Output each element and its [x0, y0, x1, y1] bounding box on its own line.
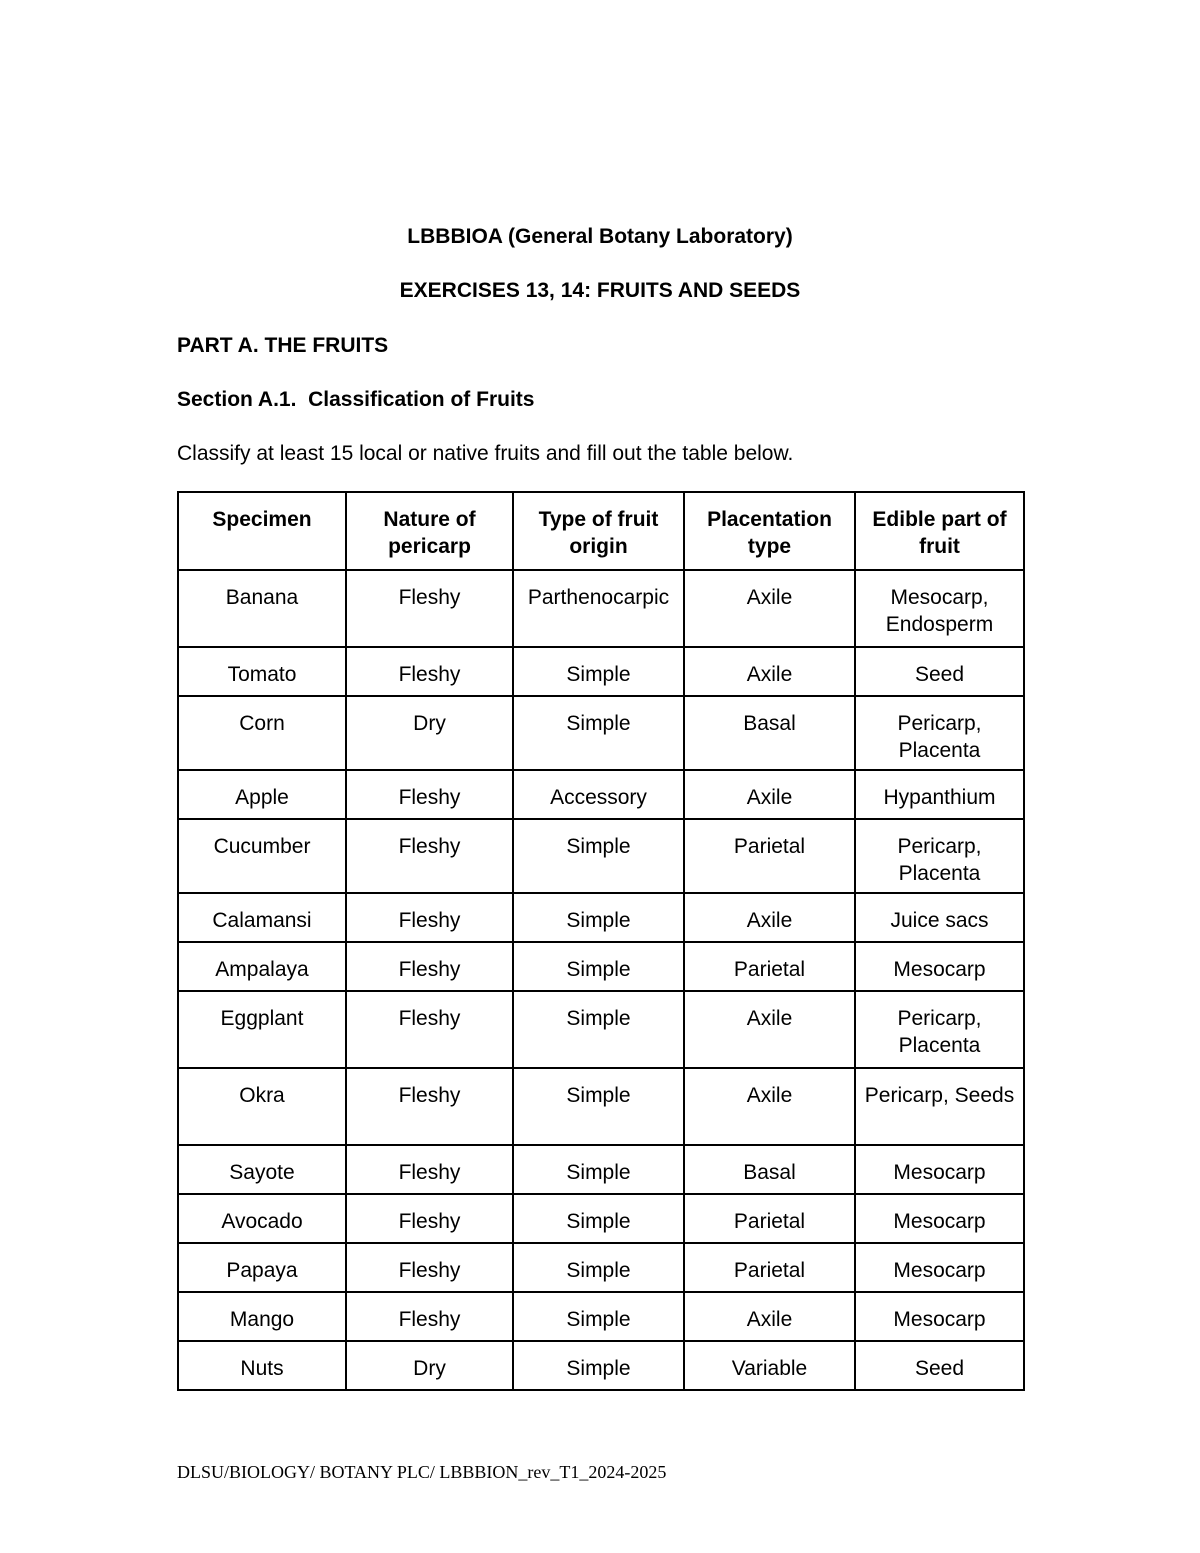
- cell-placentation-type: Parietal: [684, 819, 855, 893]
- table-header-row: [178, 492, 1024, 570]
- cell-placentation-type: Axile: [684, 647, 855, 696]
- cell-specimen: Okra: [178, 1068, 346, 1145]
- cell-specimen: Eggplant: [178, 991, 346, 1068]
- section-title: Section A.1. Classification of Fruits: [177, 388, 535, 411]
- cell-placentation-type: Basal: [684, 696, 855, 770]
- cell-edible-part: Mesocarp: [855, 1145, 1024, 1194]
- cell-placentation-type: Parietal: [684, 942, 855, 991]
- cell-specimen: Sayote: [178, 1145, 346, 1194]
- table-row: [178, 1292, 1024, 1341]
- cell-placentation-type: Axile: [684, 1292, 855, 1341]
- cell-placentation-type: Variable: [684, 1341, 855, 1390]
- cell-placentation-type: Parietal: [684, 1194, 855, 1243]
- table-row: [178, 696, 1024, 770]
- cell-type-of-fruit-origin: Simple: [513, 893, 684, 942]
- table-row: [178, 942, 1024, 991]
- header-specimen: Specimen: [178, 492, 346, 570]
- table-row: [178, 819, 1024, 893]
- part-title: PART A. THE FRUITS: [177, 334, 389, 357]
- cell-edible-part: Seed: [855, 1341, 1024, 1390]
- table-row: [178, 770, 1024, 819]
- cell-placentation-type: Basal: [684, 1145, 855, 1194]
- cell-type-of-fruit-origin: Simple: [513, 1194, 684, 1243]
- table-row: [178, 991, 1024, 1068]
- cell-edible-part: Pericarp, Placenta: [855, 819, 1024, 893]
- cell-nature-of-pericarp: Fleshy: [346, 1194, 513, 1243]
- cell-placentation-type: Parietal: [684, 1243, 855, 1292]
- cell-nature-of-pericarp: Fleshy: [346, 991, 513, 1068]
- table-row: [178, 1145, 1024, 1194]
- cell-placentation-type: Axile: [684, 570, 855, 647]
- cell-nature-of-pericarp: Fleshy: [346, 942, 513, 991]
- cell-nature-of-pericarp: Fleshy: [346, 1068, 513, 1145]
- cell-nature-of-pericarp: Fleshy: [346, 1292, 513, 1341]
- cell-edible-part: Mesocarp: [855, 1292, 1024, 1341]
- cell-nature-of-pericarp: Fleshy: [346, 893, 513, 942]
- cell-edible-part: Pericarp, Placenta: [855, 696, 1024, 770]
- cell-type-of-fruit-origin: Simple: [513, 1243, 684, 1292]
- table-row: [178, 1068, 1024, 1145]
- cell-specimen: Corn: [178, 696, 346, 770]
- header-type-of-fruit-origin: Type of fruit origin: [513, 492, 684, 570]
- header-nature-of-pericarp: Nature of pericarp: [346, 492, 513, 570]
- cell-type-of-fruit-origin: Simple: [513, 1068, 684, 1145]
- cell-specimen: Calamansi: [178, 893, 346, 942]
- cell-edible-part: Pericarp, Seeds: [855, 1068, 1024, 1145]
- cell-nature-of-pericarp: Fleshy: [346, 819, 513, 893]
- table-row: [178, 893, 1024, 942]
- cell-type-of-fruit-origin: Simple: [513, 1145, 684, 1194]
- cell-nature-of-pericarp: Dry: [346, 1341, 513, 1390]
- cell-edible-part: Mesocarp: [855, 1243, 1024, 1292]
- cell-type-of-fruit-origin: Parthenocarpic: [513, 570, 684, 647]
- cell-edible-part: Hypanthium: [855, 770, 1024, 819]
- table-row: [178, 1194, 1024, 1243]
- cell-specimen: Mango: [178, 1292, 346, 1341]
- cell-type-of-fruit-origin: Accessory: [513, 770, 684, 819]
- course-title: LBBBIOA (General Botany Laboratory): [407, 225, 793, 248]
- cell-placentation-type: Axile: [684, 1068, 855, 1145]
- cell-placentation-type: Axile: [684, 991, 855, 1068]
- header-edible-part: Edible part of fruit: [855, 492, 1024, 570]
- cell-specimen: Nuts: [178, 1341, 346, 1390]
- table-row: [178, 1243, 1024, 1292]
- cell-edible-part: Juice sacs: [855, 893, 1024, 942]
- cell-nature-of-pericarp: Fleshy: [346, 1145, 513, 1194]
- header-placentation-type: Placentation type: [684, 492, 855, 570]
- cell-type-of-fruit-origin: Simple: [513, 942, 684, 991]
- cell-edible-part: Mesocarp, Endosperm: [855, 570, 1024, 647]
- cell-edible-part: Mesocarp: [855, 1194, 1024, 1243]
- cell-nature-of-pericarp: Fleshy: [346, 647, 513, 696]
- fruit-classification-table: [177, 491, 1025, 1391]
- table-row: [178, 647, 1024, 696]
- cell-specimen: Tomato: [178, 647, 346, 696]
- cell-nature-of-pericarp: Fleshy: [346, 770, 513, 819]
- cell-nature-of-pericarp: Dry: [346, 696, 513, 770]
- instructions: Classify at least 15 local or native fruits and fill out the table below.: [177, 442, 794, 465]
- cell-type-of-fruit-origin: Simple: [513, 819, 684, 893]
- cell-edible-part: Seed: [855, 647, 1024, 696]
- cell-specimen: Ampalaya: [178, 942, 346, 991]
- table-row: [178, 1341, 1024, 1390]
- cell-specimen: Cucumber: [178, 819, 346, 893]
- cell-nature-of-pericarp: Fleshy: [346, 570, 513, 647]
- cell-specimen: Papaya: [178, 1243, 346, 1292]
- cell-placentation-type: Axile: [684, 893, 855, 942]
- cell-type-of-fruit-origin: Simple: [513, 1341, 684, 1390]
- cell-edible-part: Mesocarp: [855, 942, 1024, 991]
- cell-type-of-fruit-origin: Simple: [513, 647, 684, 696]
- cell-type-of-fruit-origin: Simple: [513, 991, 684, 1068]
- cell-specimen: Apple: [178, 770, 346, 819]
- cell-type-of-fruit-origin: Simple: [513, 1292, 684, 1341]
- cell-edible-part: Pericarp, Placenta: [855, 991, 1024, 1068]
- document-footer: DLSU/BIOLOGY/ BOTANY PLC/ LBBBION_rev_T1_2024-2025: [177, 1462, 667, 1482]
- table-row: [178, 570, 1024, 647]
- cell-type-of-fruit-origin: Simple: [513, 696, 684, 770]
- cell-nature-of-pericarp: Fleshy: [346, 1243, 513, 1292]
- cell-specimen: Avocado: [178, 1194, 346, 1243]
- exercise-title: EXERCISES 13, 14: FRUITS AND SEEDS: [399, 279, 801, 302]
- cell-placentation-type: Axile: [684, 770, 855, 819]
- cell-specimen: Banana: [178, 570, 346, 647]
